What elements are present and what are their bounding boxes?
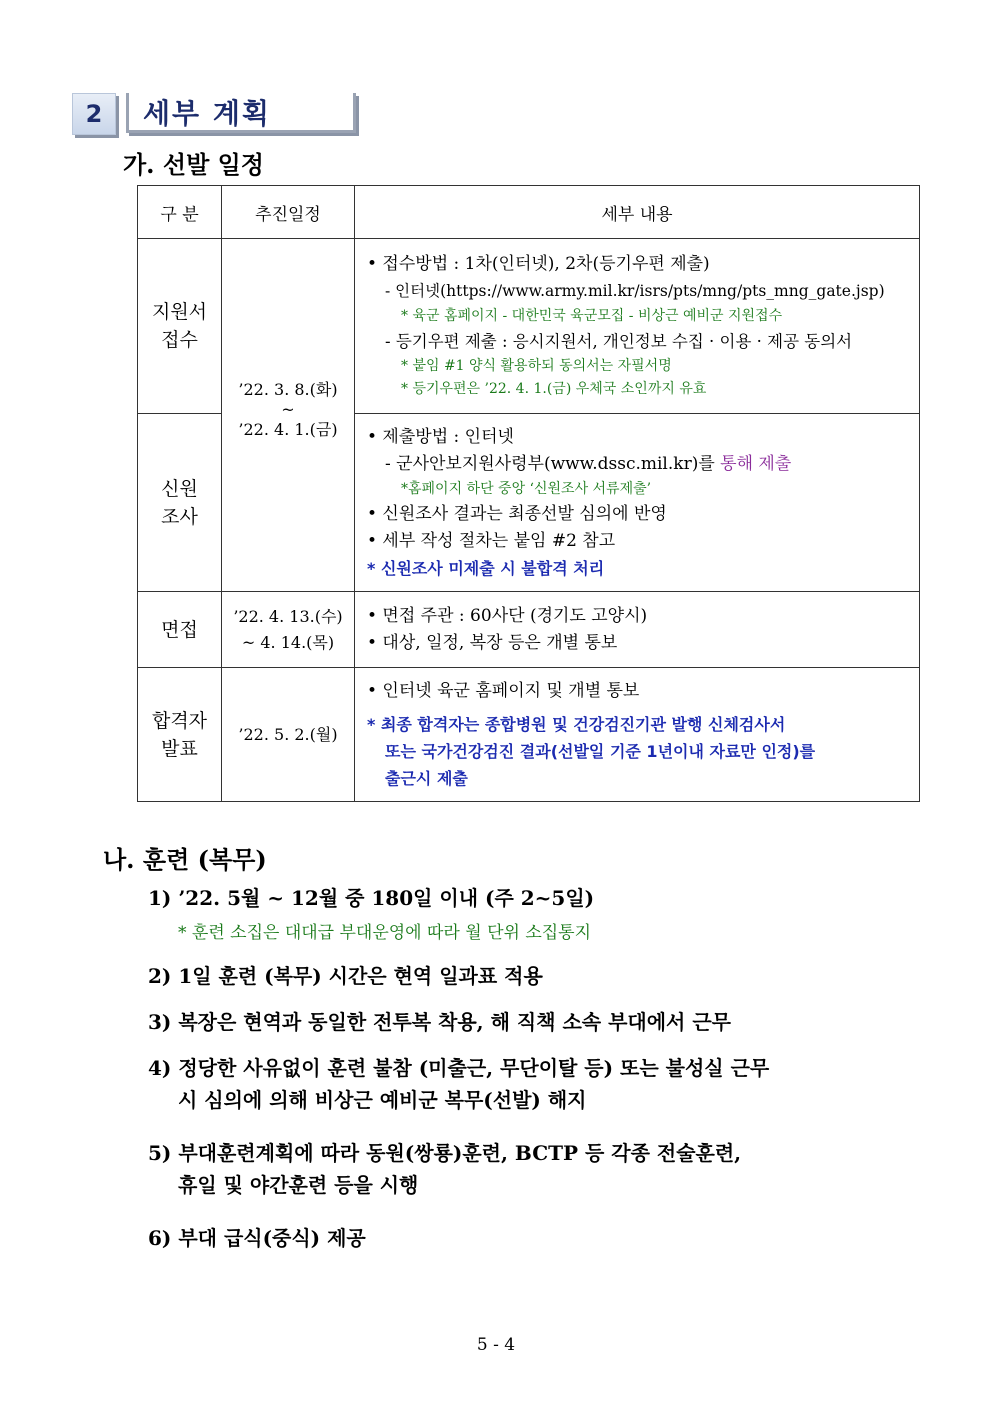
table-row xyxy=(138,239,920,414)
detail-note: * 붙임 #1 양식 활용하되 동의서는 자필서명 xyxy=(401,358,672,374)
detail-line: • 세부 작성 절차는 붙임 #2 참고 xyxy=(367,530,616,551)
date-cell xyxy=(222,592,355,668)
header-details: 세부 내용 xyxy=(355,186,920,239)
section-title: 세부 계획 xyxy=(126,93,356,133)
category-cell xyxy=(138,668,222,802)
detail-text: - 군사안보지원사령부(www.dssc.mil.kr)를 xyxy=(385,453,715,474)
category-line: 지원서 xyxy=(151,301,208,323)
item-continuation: 휴일 및 야간훈련 등을 시행 xyxy=(178,1173,419,1197)
detail-line: • 접수방법 : 1차(인터넷), 2차(등기우편 제출) xyxy=(367,254,710,274)
detail-warning: * 최종 합격자는 종합병원 및 건강검진기관 발행 신체검사서 xyxy=(367,714,786,734)
detail-note: * 육군 홈페이지 - 대한민국 육군모집 - 비상근 예비군 지원접수 xyxy=(401,308,783,324)
detail-warning: 또는 국가건강검진 결과(선발일 기준 1년이내 자료만 인정)를 xyxy=(385,741,816,761)
detail-line: - 등기우편 제출 : 응시지원서, 개인정보 수집 · 이용 · 제공 동의서 xyxy=(385,332,853,351)
detail-line: • 면접 주관 : 60사단 (경기도 고양시) xyxy=(367,605,648,626)
detail-line: • 인터넷 육군 홈페이지 및 개별 통보 xyxy=(367,680,640,701)
header-category: 구 분 xyxy=(138,186,222,239)
date-line: ~ 4. 14.(목) xyxy=(241,632,335,652)
training-item-3: 3) 복장은 현역과 동일한 전투복 착용, 해 직책 소속 부대에서 근무 xyxy=(148,1010,731,1034)
date-line: ~ xyxy=(281,400,295,419)
table-header-row xyxy=(138,186,920,239)
training-item-2: 2) 1일 훈련 (복무) 시간은 현역 일과표 적용 xyxy=(148,964,543,988)
section-number: 2 xyxy=(72,93,116,135)
category-line: 발표 xyxy=(161,737,198,760)
detail-line: - 인터넷(https://www.army.mil.kr/isrs/pts/mng/pts_mng_gate.jsp) xyxy=(385,282,885,300)
category-cell xyxy=(138,239,222,414)
item-line: 4) 정당한 사유없이 훈련 불참 (미출근, 무단이탈 등) 또는 불성실 근무 xyxy=(148,1056,770,1080)
date-line: ’22. 5. 2.(월) xyxy=(238,724,338,744)
details-cell xyxy=(355,592,920,668)
detail-warning: * 신원조사 미제출 시 불합격 처리 xyxy=(367,558,605,578)
training-item-1: 1) ’22. 5월 ~ 12월 중 180일 이내 (주 2~5일) xyxy=(148,886,595,910)
detail-line: • 제출방법 : 인터넷 xyxy=(367,426,514,447)
detail-line xyxy=(367,451,913,478)
detail-note: *홈페이지 하단 중앙 ‘신원조사 서류제출’ xyxy=(401,480,652,497)
header-date: 추진일정 xyxy=(222,186,355,239)
item-continuation: 시 심의에 의해 비상근 예비군 복무(선발) 해지 xyxy=(178,1088,587,1112)
detail-text-highlight: 통해 제출 xyxy=(720,453,792,474)
detail-line: • 신원조사 결과는 최종선발 심의에 반영 xyxy=(367,503,667,524)
details-cell xyxy=(355,239,920,414)
training-item-4 xyxy=(148,1052,769,1116)
date-line: ’22. 4. 13.(수) xyxy=(233,606,343,626)
detail-line: • 대상, 일정, 복장 등은 개별 통보 xyxy=(367,632,618,653)
subheading-schedule: 가. 선발 일정 xyxy=(123,150,264,179)
category-line: 조사 xyxy=(161,505,198,528)
page-number: 5 - 4 xyxy=(476,1335,516,1355)
category-line: 접수 xyxy=(161,329,198,351)
date-cell xyxy=(222,668,355,802)
category-cell: 면접 xyxy=(138,592,222,668)
date-line: ’22. 4. 1.(금) xyxy=(238,420,338,439)
detail-note: * 등기우편은 ’22. 4. 1.(금) 우체국 소인까지 유효 xyxy=(401,381,707,397)
detail-warning: 출근시 제출 xyxy=(385,768,468,788)
category-line: 신원 xyxy=(161,477,198,500)
table-row xyxy=(138,592,920,668)
date-cell xyxy=(222,239,355,592)
table-row xyxy=(138,668,920,802)
details-cell xyxy=(355,668,920,802)
schedule-table xyxy=(137,185,920,802)
date-line: ’22. 3. 8.(화) xyxy=(238,380,338,399)
item-line: 5) 부대훈련계획에 따라 동원(쌍룡)훈련, BCTP 등 각종 전술훈련, xyxy=(148,1141,742,1165)
training-item-6: 6) 부대 급식(중식) 제공 xyxy=(148,1226,366,1250)
details-cell xyxy=(355,414,920,592)
category-cell xyxy=(138,414,222,592)
category-line: 합격자 xyxy=(151,709,208,732)
subheading-training: 나. 훈련 (복무) xyxy=(103,845,267,874)
training-note: * 훈련 소집은 대대급 부대운영에 따라 월 단위 소집통지 xyxy=(178,923,592,943)
training-item-5 xyxy=(148,1137,741,1201)
